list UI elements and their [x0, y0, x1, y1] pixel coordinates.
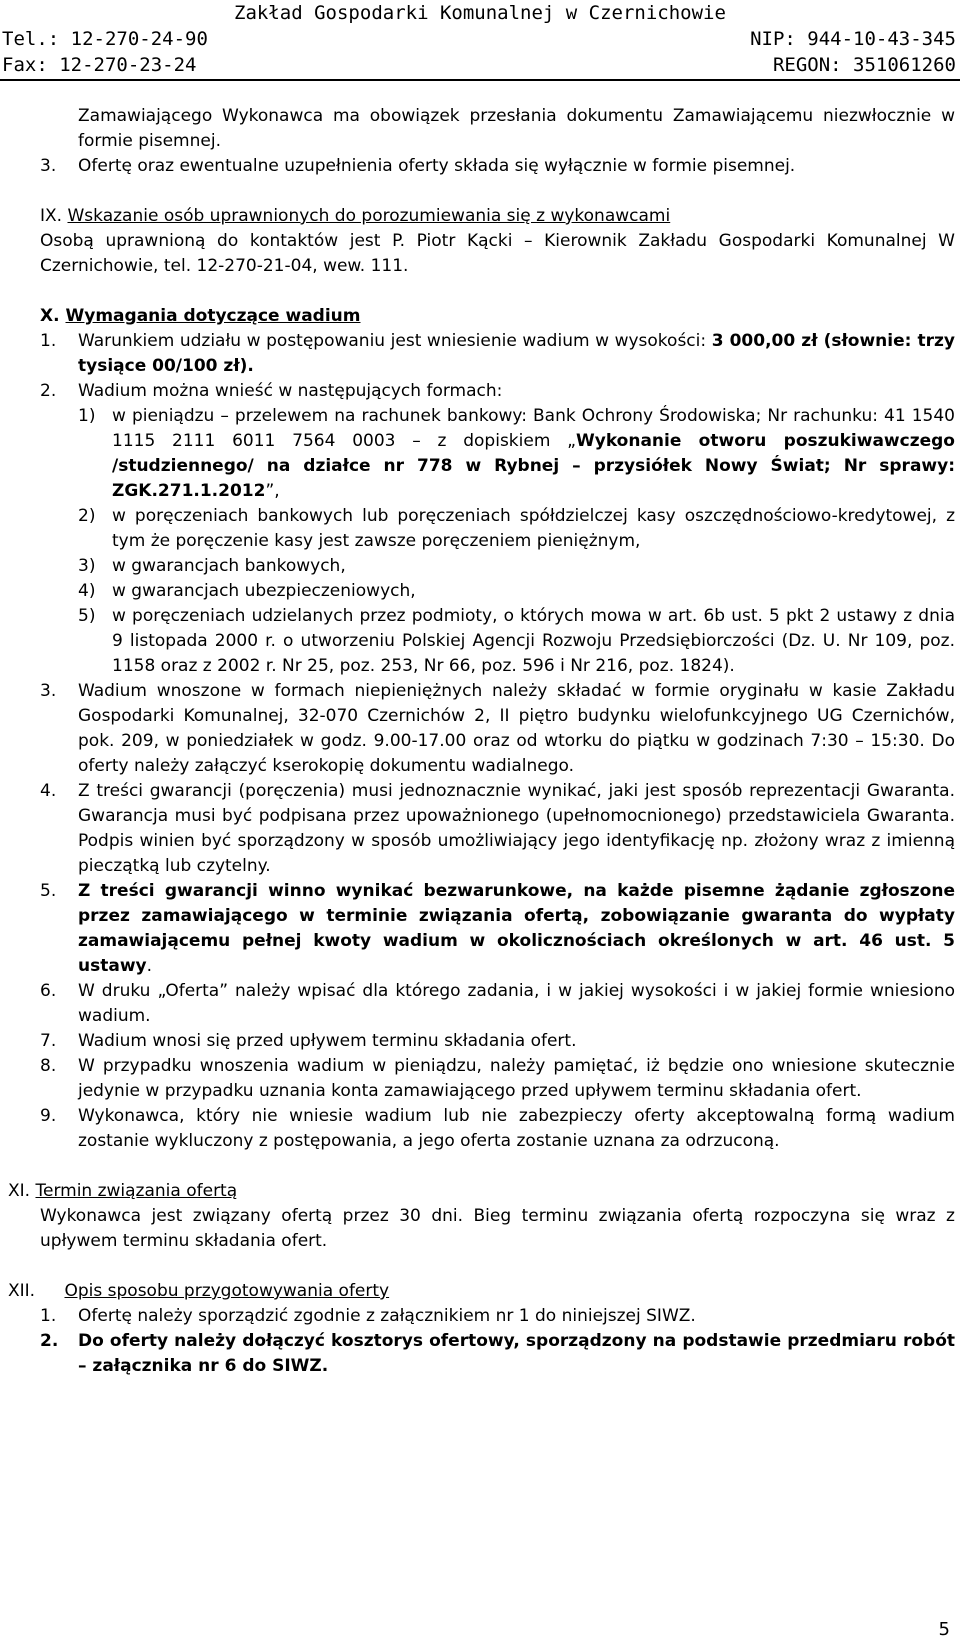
- letterhead-title: Zakład Gospodarki Komunalnej w Czernichowie: [234, 2, 726, 24]
- list-item: 4. Z treści gwarancji (poręczenia) musi jednoznacznie wynikać, jaki jest sposób reprezentacji Gwaranta. Gwarancja musi być podpisana przez upoważnionego (upełnomocnionego) przedstawiciela Gwaranta. Podpis winien być sporządzony w sposób umożliwiający jego identyfikację np. złożony wraz z imienną pieczątką lub czytelny.: [40, 781, 955, 876]
- section-body: Wykonawca jest związany ofertą przez 30 dni. Bieg terminu związania ofertą rozpoczyna się wraz z upływem terminu składania ofert.: [40, 1206, 955, 1251]
- list-item: 5. Z treści gwarancji winno wynikać bezwarunkowe, na każde pisemne żądanie zgłoszone przez zamawiającego w terminie związania ofertą, zobowiązanie gwaranta do wypłaty zamawiającemu pełnej kwoty wadium w okolicznościach określonych w art. 46 ust. 5 ustawy.: [40, 881, 955, 976]
- list-item: 1. Ofertę należy sporządzić zgodnie z załącznikiem nr 1 do niniejszej SIWZ.: [40, 1306, 696, 1326]
- section-number: XI.: [8, 1181, 31, 1201]
- list-item: 2. Do oferty należy dołączyć kosztorys ofertowy, sporządzony na podstawie przedmiaru robót – załącznika nr 6 do SIWZ.: [40, 1331, 955, 1376]
- section-number: X.: [40, 306, 60, 326]
- letterhead-tel: Tel.: 12-270-24-90: [2, 28, 208, 50]
- sub-list-item: 1) w pieniądzu – przelewem na rachunek bankowy: Bank Ochrony Środowiska; Nr rachunku: 41 1540 1115 2111 6011 7564 0003 – z dopiskiem „Wykonanie otworu poszukiwawczego /studziennego/ na działce nr 778 w Rybnej – przysiółek Nowy Świat; Nr sprawy: ZGK.271.1.2012”,: [78, 406, 955, 501]
- sub-list-item: 2) w poręczeniach bankowych lub poręczeniach spółdzielczej kasy oszczędnościowo-kredytowej, z tym że poręczenie kasy jest zawsze poręczeniem pieniężnym,: [78, 506, 955, 551]
- list-item: 1. Warunkiem udziału w postępowaniu jest wniesienie wadium w wysokości: 3 000,00 zł (słownie: trzy tysiące 00/100 zł).: [40, 331, 955, 376]
- list-item: 6. W druku „Oferta” należy wpisać dla którego zadania, i w jakiej wysokości i w jakiej formie wniesiono wadium.: [40, 981, 955, 1026]
- sub-list-item: 4) w gwarancjach ubezpieczeniowych,: [78, 581, 416, 601]
- document-body: [8, 104, 955, 1379]
- letterhead-fax: Fax: 12-270-23-24: [2, 54, 197, 76]
- sub-list-item: 5) w poręczeniach udzielanych przez podmioty, o których mowa w art. 6b ust. 5 pkt 2 ustawy z dnia 9 listopada 2000 r. o utworzeniu Polskiej Agencji Rozwoju Przedsiębiorczości (Dz. U. Nr 109, poz. 1158 oraz z 2002 r. Nr 25, poz. 253, Nr 66, poz. 596 i Nr 216, poz. 1824).: [78, 606, 955, 676]
- list-item: 9. Wykonawca, który nie wniesie wadium lub nie zabezpieczy oferty akceptowalną formą wadium zostanie wykluczony z postępowania, a jego oferta zostanie uznana za odrzuconą.: [40, 1106, 955, 1151]
- list-item: 2. Wadium można wnieść w następujących formach:: [40, 381, 503, 401]
- letterhead-regon: REGON: 351061260: [772, 54, 956, 76]
- section-title: Termin związania ofertą: [35, 1181, 238, 1201]
- letterhead-nip: NIP: 944-10-43-345: [750, 28, 956, 50]
- list-item: 3. Wadium wnoszone w formach niepieniężnych należy składać w formie oryginału w kasie Zakładu Gospodarki Komunalnej, 32-070 Czernichów 2, II piętro budynku wielofunkcyjnego UG Czernichów, pok. 209, w poniedziałek w godz. 9.00-17.00 oraz od wtorku do piątku w godzinach 7:30 – 15:30. Do oferty należy załączyć kserokopię dokumentu wadialnego.: [40, 681, 955, 776]
- list-item: 7. Wadium wnosi się przed upływem terminu składania ofert.: [40, 1031, 577, 1051]
- section-xi: [8, 1179, 955, 1254]
- section-body: Osobą uprawnioną do kontaktów jest P. Piotr Kącki – Kierownik Zakładu Gospodarki Komunalnej W Czernichowie, tel. 12-270-21-04, wew. 111.: [40, 231, 955, 276]
- list-item: 8. W przypadku wnoszenia wadium w pieniądzu, należy pamiętać, iż będzie ono wniesione skutecznie jedynie w przypadku uznania konta zamawiającego przed upływem terminu składania ofert.: [40, 1056, 955, 1101]
- continued-text: Zamawiającego Wykonawca ma obowiązek przesłania dokumentu Zamawiającemu niezwłocznie w formie pisemnej.: [78, 106, 955, 151]
- section-x: [40, 304, 955, 1154]
- page-number: 5: [938, 1619, 950, 1640]
- section-title: Opis sposobu przygotowywania oferty: [64, 1281, 390, 1301]
- section-number: IX.: [40, 206, 63, 226]
- section-title: Wymagania dotyczące wadium: [65, 306, 361, 326]
- section-xii: [8, 1279, 955, 1379]
- list-item: 3. Ofertę oraz ewentualne uzupełnienia oferty składa się wyłącznie w formie pisemnej.: [40, 156, 796, 176]
- letterhead-divider: [0, 79, 960, 81]
- sub-list-item: 3) w gwarancjach bankowych,: [78, 556, 346, 576]
- section-title: Wskazanie osób uprawnionych do porozumiewania się z wykonawcami: [67, 206, 671, 226]
- section-ix: [40, 204, 955, 279]
- section-number: XII.: [8, 1281, 36, 1301]
